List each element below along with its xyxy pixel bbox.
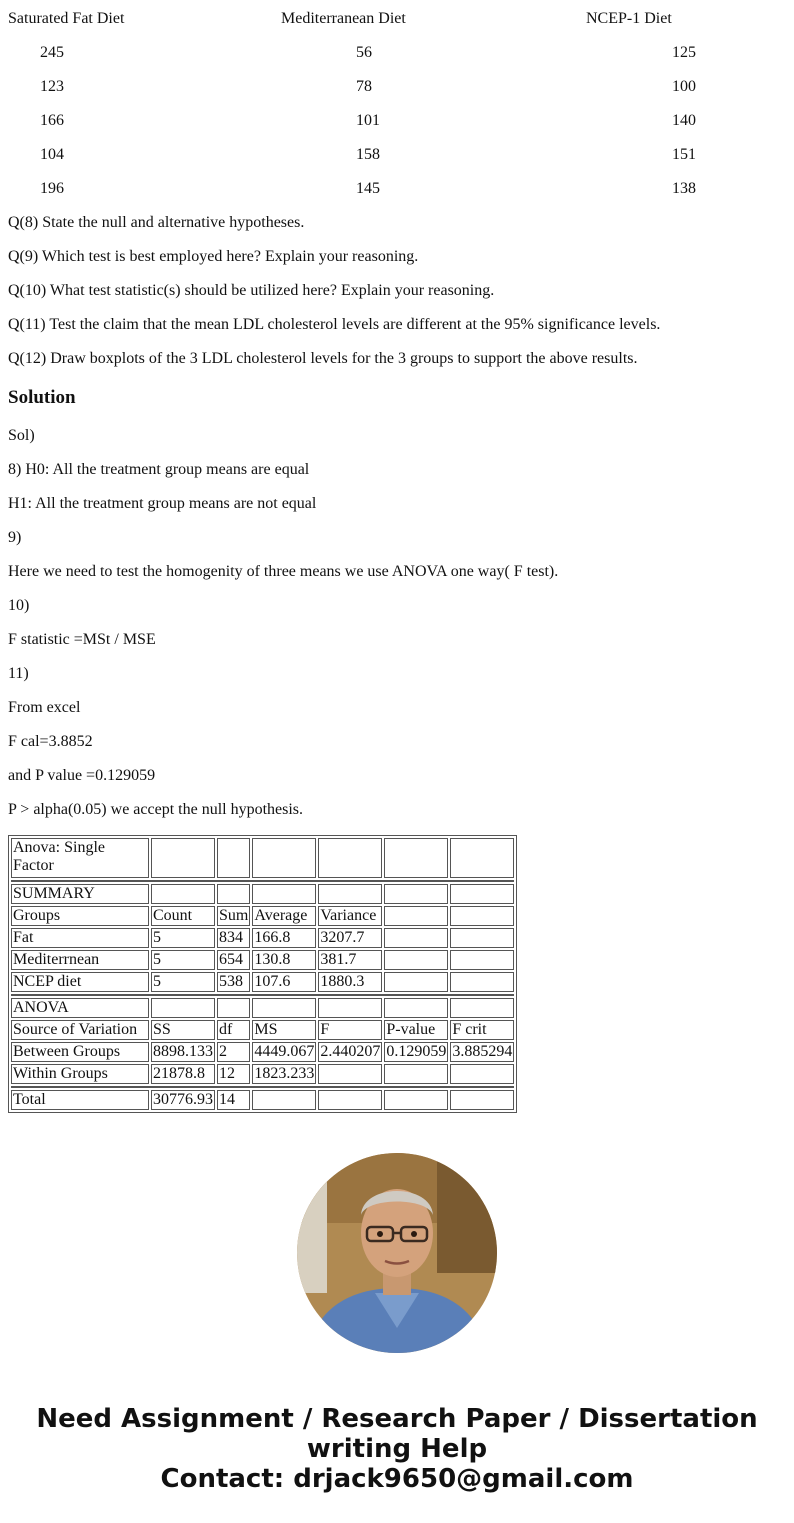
solution-line: F cal=3.8852 xyxy=(8,733,93,750)
col-header: Source of Variation xyxy=(11,1020,149,1040)
anova-label: ANOVA xyxy=(11,998,149,1018)
cell: 101 xyxy=(356,112,380,129)
cell: Within Groups xyxy=(11,1064,149,1084)
table-row xyxy=(11,972,514,992)
summary-label: SUMMARY xyxy=(11,884,149,904)
promo-line-2: writing Help xyxy=(306,1434,488,1464)
cell: 4449.067 xyxy=(254,1043,315,1060)
solution-line: 9) xyxy=(8,529,22,546)
cell: 104 xyxy=(40,146,64,163)
table-row xyxy=(11,928,514,948)
diet-table-row xyxy=(0,78,794,98)
col-header: Groups xyxy=(11,906,149,926)
cell: 56 xyxy=(356,44,372,61)
cell: 14 xyxy=(217,1090,250,1110)
header-ncep: NCEP-1 Diet xyxy=(586,10,672,27)
solution-line: 8) H0: All the treatment group means are equal xyxy=(8,461,310,478)
question-8: Q(8) State the null and alternative hypotheses. xyxy=(8,214,305,231)
cell: 30776.93 xyxy=(153,1091,213,1108)
cell: 78 xyxy=(356,78,372,95)
diet-table-row xyxy=(0,180,794,200)
col-header: P-value xyxy=(384,1020,448,1040)
table-row xyxy=(11,994,514,996)
cell: 5 xyxy=(151,950,215,970)
diet-table-row xyxy=(0,112,794,132)
table-row xyxy=(11,950,514,970)
cell: 0.129059 xyxy=(386,1043,447,1060)
cell: 654 xyxy=(217,950,250,970)
header-saturated-fat: Saturated Fat Diet xyxy=(8,10,125,27)
cell: 12 xyxy=(217,1064,250,1084)
author-avatar xyxy=(297,1153,497,1353)
solution-line: From excel xyxy=(8,699,81,716)
cell: 3207.7 xyxy=(318,928,382,948)
cell xyxy=(450,1064,514,1084)
cell: 5 xyxy=(151,928,215,948)
cell: 538 xyxy=(217,972,250,992)
solution-heading: Solution xyxy=(8,387,76,408)
table-row xyxy=(11,998,514,1018)
solution-line: and P value =0.129059 xyxy=(8,767,156,784)
question-12: Q(12) Draw boxplots of the 3 LDL cholesterol levels for the 3 groups to support the above results. xyxy=(8,350,638,367)
cell: 107.6 xyxy=(252,972,316,992)
col-header: F xyxy=(318,1020,382,1040)
col-header: df xyxy=(217,1020,250,1040)
cell: 166.8 xyxy=(252,928,316,948)
col-header: Average xyxy=(252,906,316,926)
cell: Between Groups xyxy=(11,1042,149,1062)
col-header: SS xyxy=(151,1020,215,1040)
cell: 151 xyxy=(672,146,696,163)
table-row xyxy=(11,884,514,904)
total-row xyxy=(11,1090,514,1110)
cell: 166 xyxy=(40,112,64,129)
solution-line: 11) xyxy=(8,665,29,682)
summary-header-row xyxy=(11,906,514,926)
solution-line: P > alpha(0.05) we accept the null hypothesis. xyxy=(8,801,304,818)
cell: 3.885294 xyxy=(452,1043,513,1060)
portrait-image xyxy=(297,1153,497,1353)
diet-table-row xyxy=(0,146,794,166)
cell xyxy=(384,1064,448,1084)
solution-line: H1: All the treatment group means are not equal xyxy=(8,495,317,512)
cell xyxy=(318,1090,382,1110)
cell: Fat xyxy=(11,928,149,948)
cell: NCEP diet xyxy=(11,972,149,992)
cell: 381.7 xyxy=(318,950,382,970)
table-row xyxy=(11,838,514,878)
cell: 145 xyxy=(356,180,380,197)
cell: 8898.133 xyxy=(153,1043,213,1060)
cell: 123 xyxy=(40,78,64,95)
promo-line-1: Need Assignment / Research Paper / Dissertation xyxy=(36,1404,758,1434)
anova-title: Anova: Single Factor xyxy=(11,838,149,878)
solution-line: 10) xyxy=(8,597,30,614)
cell: 834 xyxy=(217,928,250,948)
solution-line: Sol) xyxy=(8,427,35,444)
solution-line: F statistic =MSt / MSE xyxy=(8,631,156,648)
cell: 158 xyxy=(356,146,380,163)
question-11: Q(11) Test the claim that the mean LDL cholesterol levels are different at the 95% significance levels. xyxy=(8,316,661,333)
col-header: MS xyxy=(252,1020,316,1040)
cell: 138 xyxy=(672,180,696,197)
diet-table-row xyxy=(0,44,794,64)
question-9: Q(9) Which test is best employed here? Explain your reasoning. xyxy=(8,248,419,265)
cell: 245 xyxy=(40,44,64,61)
solution-line: Here we need to test the homogenity of three means we use ANOVA one way( F test). xyxy=(8,563,559,580)
cell xyxy=(384,1090,448,1110)
col-header: Count xyxy=(151,906,215,926)
cell: 2 xyxy=(217,1042,250,1062)
anova-header-row xyxy=(11,1020,514,1040)
cell: 2.440207 xyxy=(320,1043,381,1060)
cell: Mediterrnean xyxy=(11,950,149,970)
table-row xyxy=(11,1086,514,1088)
col-header: Variance xyxy=(318,906,382,926)
cell xyxy=(252,1090,316,1110)
table-row xyxy=(11,1042,514,1062)
cell: 21878.8 xyxy=(151,1064,215,1084)
header-mediterranean: Mediterranean Diet xyxy=(281,10,406,27)
cell: 1823.233 xyxy=(254,1065,315,1082)
question-10: Q(10) What test statistic(s) should be utilized here? Explain your reasoning. xyxy=(8,282,495,299)
diet-table-header xyxy=(0,10,794,30)
col-header: F crit xyxy=(450,1020,514,1040)
cell xyxy=(318,1064,382,1084)
col-header: Sum xyxy=(219,907,249,924)
anova-table xyxy=(8,835,517,1113)
cell: 5 xyxy=(151,972,215,992)
cell: 100 xyxy=(672,78,696,95)
cell: Total xyxy=(11,1090,149,1110)
cell: 140 xyxy=(672,112,696,129)
promo-contact: Contact: drjack9650@gmail.com xyxy=(160,1464,634,1494)
cell: 1880.3 xyxy=(318,972,382,992)
cell: 125 xyxy=(672,44,696,61)
cell xyxy=(450,1090,514,1110)
table-row xyxy=(11,880,514,882)
table-row xyxy=(11,1064,514,1084)
cell: 130.8 xyxy=(252,950,316,970)
cell: 196 xyxy=(40,180,64,197)
